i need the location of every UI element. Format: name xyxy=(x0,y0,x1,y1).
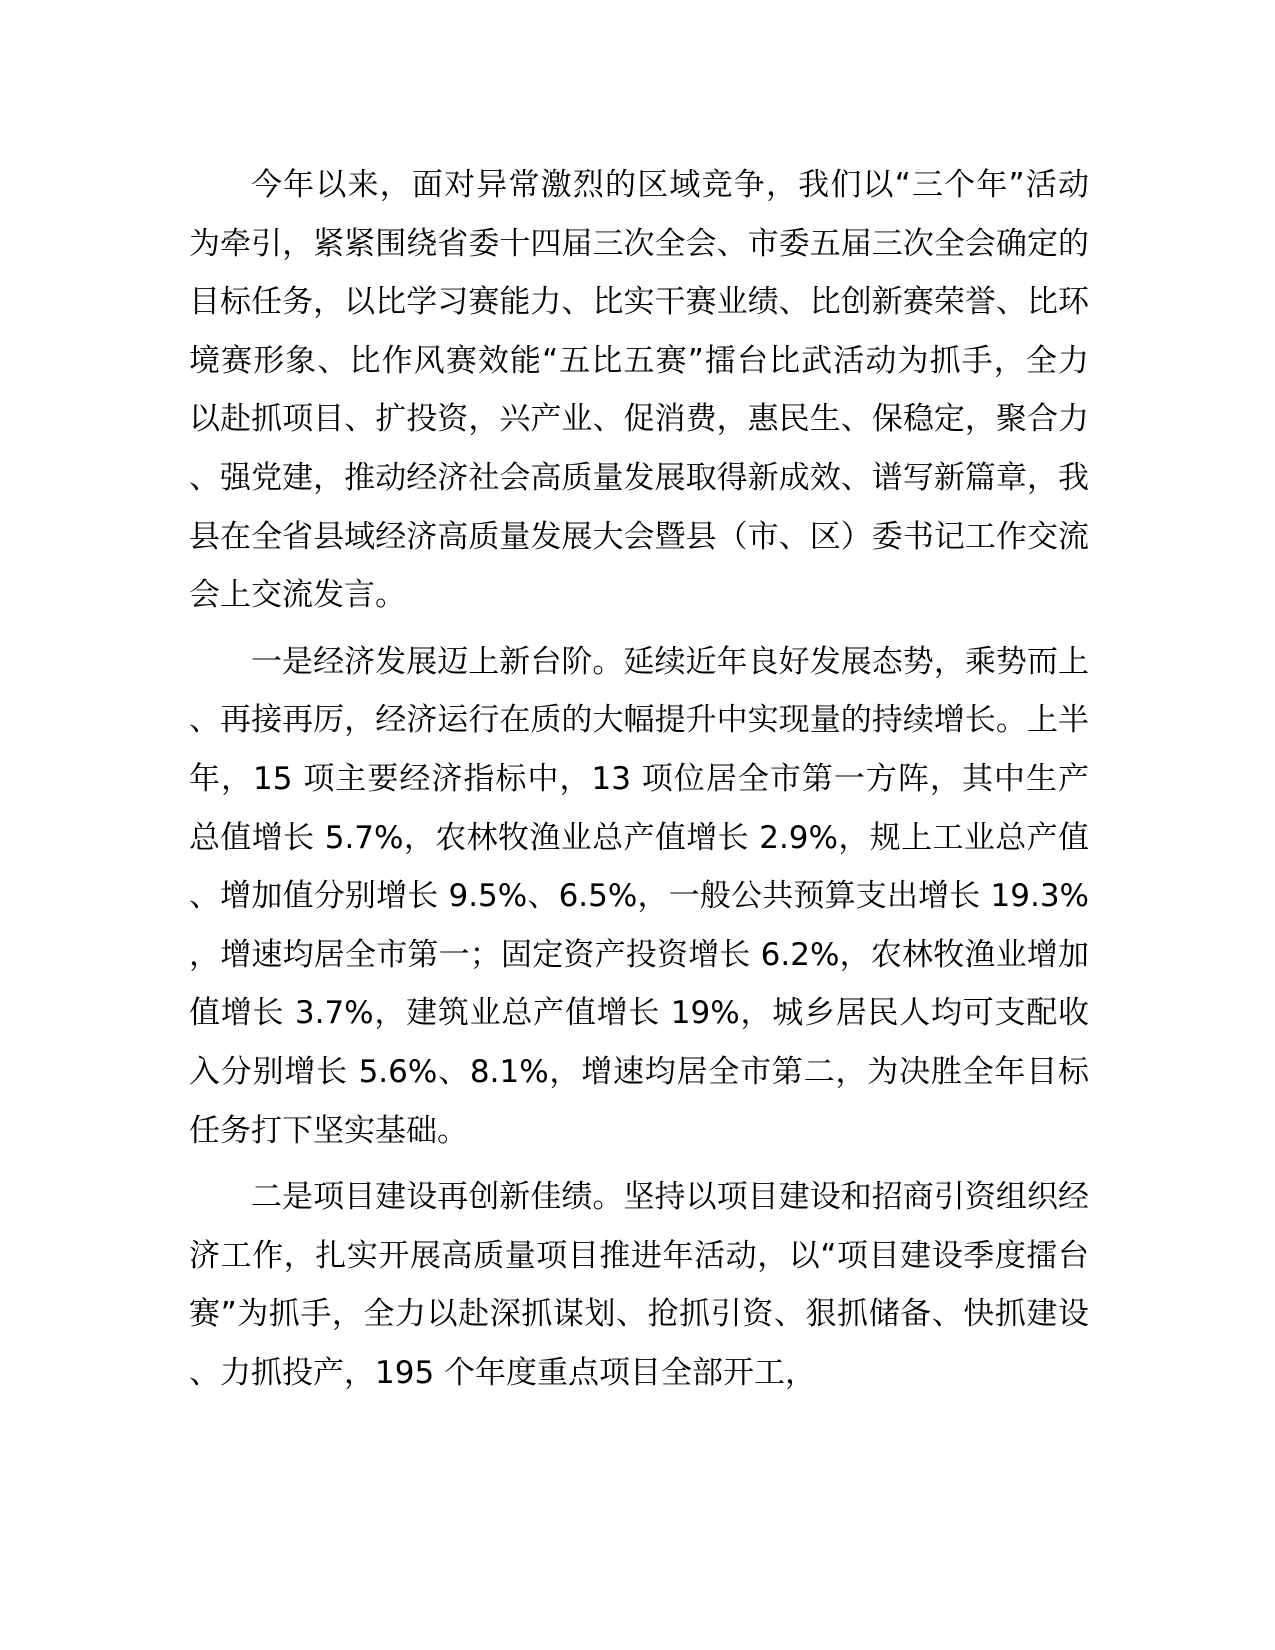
document-body xyxy=(189,156,1089,1410)
paragraph-intro: 今年以来，面对异常激烈的区域竞争，我们以“三个年”活动为牵引，紧紧围绕省委十四届三次全会、市委五届三次全会确定的目标任务，以比学习赛能力、比实干赛业绩、比创新赛荣誉、比环境赛形象、比作风赛效能“五比五赛”擂台比武活动为抓手，全力以赴抓项目、扩投资，兴产业、促消费，惠民生、保稳定，聚合力、强党建，推动经济社会高质量发展取得新成效、谱写新篇章，我县在全省县域经济高质量发展大会暨县（市、区）委书记工作交流会上交流发言。 xyxy=(189,167,1089,614)
paragraph-economic-development: 一是经济发展迈上新台阶。延续近年良好发展态势，乘势而上、再接再厉，经济运行在质的大幅提升中实现量的持续增长。上半年，15 项主要经济指标中，13 项位居全市第一方阵，其中生产总值增长 5.7%，农林牧渔业总产值增长 2.9%，规上工业总产值、增加值分别增长 9.5%、6.5%，一般公共预算支出增长 19.3%，增速均居全市第一；固定资产投资增长 6.2%，农林牧渔业增加值增长 3.7%，建筑业总产值增长 19%，城乡居民人均可支配收入分别增长 5.6%、8.1%，增速均居全市第二，为决胜全年目标任务打下坚实基础。 xyxy=(189,643,1089,1149)
paragraph-project-construction: 二是项目建设再创新佳绩。坚持以项目建设和招商引资组织经济工作，扎实开展高质量项目推进年活动，以“项目建设季度擂台赛”为抓手，全力以赴深抓谋划、抢抓引资、狠抓储备、快抓建设、力抓投产，195 个年度重点项目全部开工， xyxy=(189,1179,1089,1391)
